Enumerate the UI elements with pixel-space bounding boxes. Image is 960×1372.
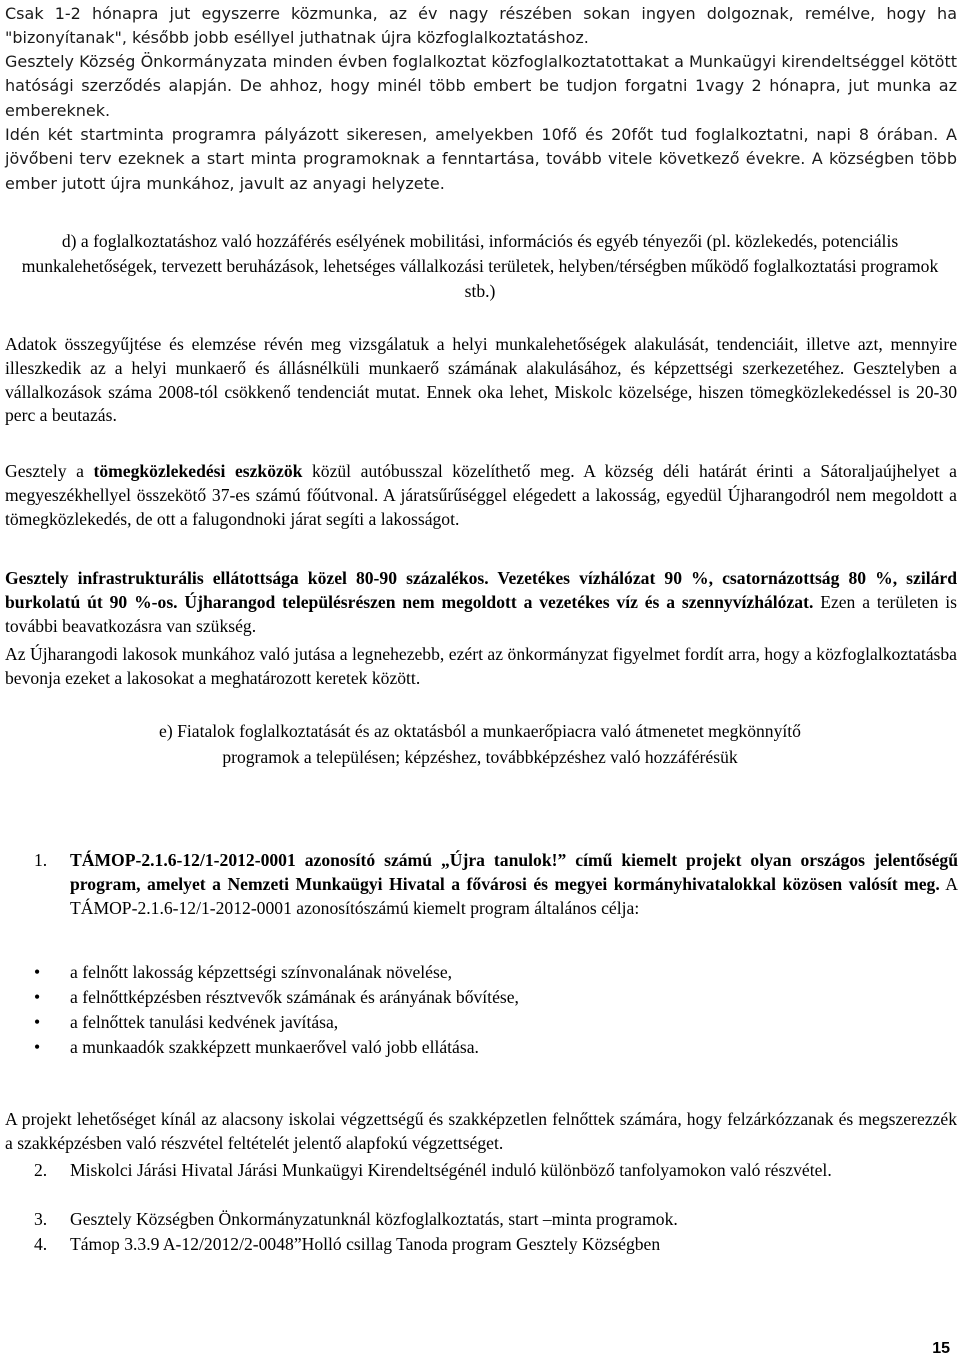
paragraph-ujharangod: Az Újharangodi lakosok munkához való jutása a legnehezebb, ezért az önkormányzat figyelmet fordít arra, hogy a közfoglalkoztatásba bevonja ezeket a lakosokat a meghatározott keretek között. (5, 644, 957, 688)
paragraph-start-programs: Idén két startminta programra pályázott sikeresen, amelyekben 10fő és 20főt tud foglalkoztatni, napi 8 órában. A jövőbeni terv ezeknek a start minta programoknak a fenntartása, tovább vitele következő évekre. A községben több ember jutott újra munkához, javult az anyagi helyzete. (5, 125, 957, 193)
paragraph-transport (5, 460, 957, 531)
list-item: a felnőttképzésben résztvevők számának és arányának bővítése, (70, 987, 519, 1007)
transport-text-b: közül autóbusszal közelíthető meg. A község déli határát érinti a Sátoraljaújhelyet a megyeszékhellyel összekötő 37-es számú főútvonal. A járatsűrűséggel elégedett a lakosság, egyedül Újharangodról nem megoldott a tömegközlekedés, de ott a falugondnoki járat segíti a lakosságot. (5, 461, 957, 529)
section-e-heading-line1: e) Fiatalok foglalkoztatását és az oktatásból a munkaerőpiacra való átmenetet megkönnyítő (159, 721, 801, 741)
tamop-text: A TÁMOP-2.1.6-12/1-2012-0001 azonosítószámú kiemelt program általános célja: (70, 873, 958, 918)
list-number-3: 3. (34, 1209, 48, 1229)
infrastructure-text: Ezen a területen is további beavatkozásra van szükség. (5, 591, 957, 636)
paragraph-municipality-employment: Gesztely Község Önkormányzata minden évben foglalkoztat közfoglalkoztatottakat a Munkaügyi kirendeltséggel kötött hatósági szerződés alapján. De ahhoz, hogy minél több embert be tudjon forgatni 1vagy 2 hónapra, jut munka az embereknek. (5, 52, 957, 120)
tamop-bold: TÁMOP-2.1.6-12/1-2012-0001 azonosító számú „Újra tanulok!” című kiemelt projekt olyan országos jelentőségű program, amelyet a Nemzeti Munkaügyi Hivatal a fővárosi és megyei kormányhivatalokkal közösen valósít meg. (70, 850, 958, 894)
list-item: a felnőtt lakosság képzettségi színvonalának növelése, (70, 962, 453, 982)
bullet-icon: • (34, 962, 41, 982)
paragraph-infrastructure (5, 567, 957, 638)
list-number-1: 1. (34, 850, 48, 870)
infrastructure-bold: Gesztely infrastrukturális ellátottsága közel 80-90 százalékos. Vezetékes vízhálózat 90 %, csatornázottság 80 %, szilárd burkolatú út 90 %-os. Újharangod településrészen nem megoldott a vezetékes víz és a szennyvízhálózat. (5, 568, 957, 612)
list-item-3: Gesztely Községben Önkormányzatunknál közfoglalkoztatás, start –minta programok. (70, 1209, 678, 1229)
list-number-2: 2. (34, 1160, 48, 1180)
list-item: a munkaadók szakképzett munkaerővel való jobb ellátása. (70, 1037, 479, 1057)
transport-text-a: Gesztely a (5, 461, 94, 481)
paragraph-public-work: Csak 1-2 hónapra jut egyszerre közmunka, az év nagy részében sokan ingyen dolgoznak, remélve, hogy ha "bizonyítanak", később jobb eséllyel juthatnak újra közfoglalkoztatáshoz. (5, 4, 957, 48)
transport-bold: tömegközlekedési eszközök (93, 461, 303, 481)
bullet-icon: • (34, 1012, 41, 1032)
list-item-4: Támop 3.3.9 A-12/2012/2-0048”Holló csillag Tanoda program Gesztely Községben (70, 1234, 661, 1254)
paragraph-data-analysis: Adatok összegyűjtése és elemzése révén meg vizsgálatuk a helyi munkalehetőségek alakulását, tendenciáit, illetve azt, mennyire illeszkedik az a helyi munkaerő és állásnélküli munkaerő számának alakulásához, és képzettségi szerkezetéhez. Gesztelyben a vállalkozások száma 2008-tól csökkenő tendenciát mutat. Ennek oka lehet, Miskolc közelsége, hiszen tömegközlekedéssel is 20-30 perc a beutazás. (5, 334, 957, 426)
paragraph-project-opportunity: A projekt lehetőséget kínál az alacsony iskolai végzettségű és szakképzetlen felnőttek számára, hogy felzárkózzanak és megszerezzék a szakképzésben való részvétel feltételét jelentő alapfokú végzettséget. (5, 1109, 957, 1153)
bullet-icon: • (34, 1037, 41, 1057)
list-number-4: 4. (34, 1234, 48, 1254)
list-item: a felnőttek tanulási kedvének javítása, (70, 1012, 339, 1032)
section-d-heading: d) a foglalkoztatáshoz való hozzáférés esélyének mobilitási, információs és egyéb tényezői (pl. közlekedés, potenciális munkalehetőségek, tervezett beruházások, lehetséges vállalkozási területek, helyben/térségben működő foglalkoztatási programok stb.) (21, 231, 939, 301)
list-item-2: Miskolci Járási Hivatal Járási Munkaügyi Kirendeltségénél induló különböző tanfolyamokon való részvétel. (70, 1160, 832, 1180)
section-e-heading-line2: programok a településen; képzéshez, továbbképzéshez való hozzáférésük (222, 747, 738, 767)
list-item-tamop (70, 849, 958, 920)
page-number: 15 (932, 1340, 950, 1357)
bullet-icon: • (34, 987, 41, 1007)
